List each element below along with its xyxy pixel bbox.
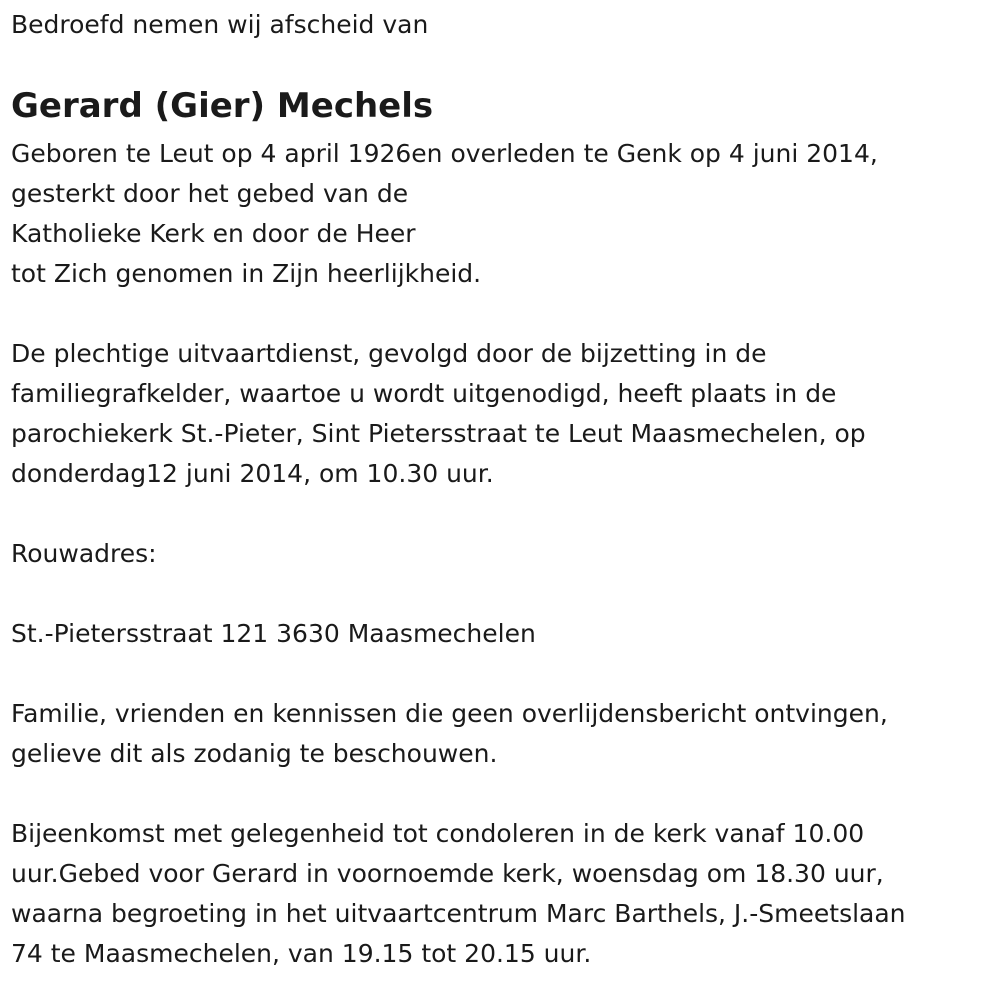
paragraph-line: Katholieke Kerk en door de Heer [11, 219, 416, 248]
paragraph-line: tot Zich genomen in Zijn heerlijkheid. [11, 259, 482, 288]
paragraph-line: De plechtige uitvaartdienst, gevolgd door de bijzetting in de [11, 339, 767, 368]
service-paragraph [11, 334, 866, 494]
intro-text: Bedroefd nemen wij afscheid van [11, 10, 429, 39]
address-block [11, 614, 536, 654]
address-text: St.-Pietersstraat 121 3630 Maasmechelen [11, 619, 536, 648]
paragraph-line: waarna begroeting in het uitvaartcentrum Marc Barthels, J.-Smeetslaan [11, 899, 906, 928]
deceased-name: Gerard (Gier) Mechels [11, 86, 434, 126]
address-label: Rouwadres: [11, 539, 157, 568]
birth-paragraph [11, 134, 878, 294]
paragraph-line: Familie, vrienden en kennissen die geen overlijdensbericht ontvingen, [11, 699, 888, 728]
paragraph-line: 74 te Maasmechelen, van 19.15 tot 20.15 uur. [11, 939, 592, 968]
paragraph-line: Bijeenkomst met gelegenheid tot condoleren in de kerk vanaf 10.00 [11, 819, 865, 848]
gathering-paragraph [11, 814, 906, 974]
paragraph-line: gesterkt door het gebed van de [11, 179, 409, 208]
paragraph-line: uur.Gebed voor Gerard in voornoemde kerk, woensdag om 18.30 uur, [11, 859, 884, 888]
paragraph-line: donderdag12 juni 2014, om 10.30 uur. [11, 459, 494, 488]
paragraph-line: familiegrafkelder, waartoe u wordt uitgenodigd, heeft plaats in de [11, 379, 837, 408]
paragraph-line: gelieve dit als zodanig te beschouwen. [11, 739, 498, 768]
paragraph-line: Geboren te Leut op 4 april 1926en overleden te Genk op 4 juni 2014, [11, 139, 878, 168]
address-label-block [11, 534, 157, 574]
paragraph-line: parochiekerk St.-Pieter, Sint Pietersstraat te Leut Maasmechelen, op [11, 419, 866, 448]
notice-paragraph [11, 694, 888, 774]
